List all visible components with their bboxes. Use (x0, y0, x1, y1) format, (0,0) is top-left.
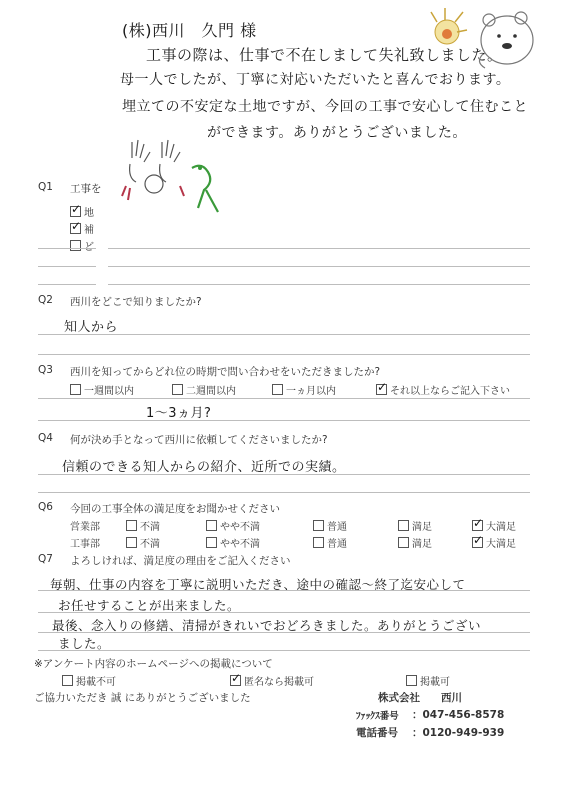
publish-option-1[interactable]: 掲載不可 (62, 673, 116, 688)
q6-row-1-opt-2[interactable]: やや不満 (206, 518, 260, 533)
q6-row-1-checkbox-4[interactable] (398, 520, 409, 531)
q6-row-1-checkbox-5[interactable] (472, 520, 483, 531)
q7-answer-line-1: 毎朝、仕事の内容を丁寧に説明いただき、途中の確認～終了迄安心して (50, 577, 466, 592)
company-name: 株式会社 西川 (378, 692, 462, 704)
q3-checkbox-4[interactable] (376, 384, 387, 395)
q6-row-1-opt-4[interactable]: 満足 (398, 518, 432, 533)
q4-line-2 (38, 492, 530, 493)
publish-checkbox-1[interactable] (62, 675, 73, 686)
q6-row-1-opt-1[interactable]: 不満 (126, 518, 160, 533)
q3-line-1 (38, 398, 530, 399)
bear-illustration (425, 4, 550, 84)
q1-text: 工事を (70, 183, 102, 195)
q6-row-2-checkbox-4[interactable] (398, 537, 409, 548)
q7-line-1 (38, 590, 530, 591)
q6-row-1-dept: 営業部 (70, 522, 100, 533)
q3-checkbox-1[interactable] (70, 384, 81, 395)
q6-row-2-checkbox-1[interactable] (126, 537, 137, 548)
q2-text: 西川をどこで知りましたか? (70, 296, 202, 308)
q7-answer-line-3: 最後、念入りの修繕、清掃がきれいでおどろきました。ありがとうござい (52, 618, 482, 633)
q4-answer: 信頼のできる知人からの紹介、近所での実績。 (62, 460, 346, 475)
q7-number: Q7 (38, 553, 53, 565)
q2-answer: 知人から (64, 320, 119, 335)
q6-row-2-dept: 工事部 (70, 539, 100, 550)
q6-row-2-checkbox-3[interactable] (313, 537, 324, 548)
q3-checkbox-2[interactable] (172, 384, 183, 395)
q6-row-1-checkbox-2[interactable] (206, 520, 217, 531)
tel-label: 電話番号 (356, 727, 398, 739)
q1-number: Q1 (38, 181, 53, 193)
q1-checkbox-1[interactable] (70, 206, 81, 217)
q6-row-2-checkbox-5[interactable] (472, 537, 483, 548)
thanks-text: ご協力いただき 誠 にありがとうございました (34, 692, 251, 704)
q7-line-2 (38, 612, 530, 613)
tel-number: ：0120-949-939 (412, 727, 505, 739)
q7-line-4 (38, 650, 530, 651)
q1-option-2[interactable]: ✓補 (70, 221, 94, 236)
message-line-3: 埋立ての不安定な土地ですが、今回の工事で安心して住むこと (122, 99, 528, 115)
q7-answer-line-4: ました。 (58, 636, 111, 651)
q7-line-3 (38, 632, 530, 633)
q2-line-1 (38, 334, 530, 335)
q4-number: Q4 (38, 432, 53, 444)
q2-number: Q2 (38, 294, 53, 306)
q7-text: よろしければ、満足度の理由をご記入ください (70, 555, 291, 567)
q2-line-2 (38, 354, 530, 355)
publish-title: ※アンケート内容のホームページへの掲載について (34, 658, 273, 670)
publish-checkbox-3[interactable] (406, 675, 417, 686)
q6-row-1-opt-5[interactable]: ✓ 大満足 (472, 518, 516, 533)
q1-option-1[interactable]: ✓地 (70, 204, 94, 219)
q4-line-1 (38, 474, 530, 475)
q6-row-1-checkbox-1[interactable] (126, 520, 137, 531)
message-line-2: 母一人でしたが、丁寧に対応いただいたと喜んでおります。 (120, 72, 511, 88)
q1-line-1 (38, 248, 96, 249)
q6-text: 今回の工事全体の満足度をお聞かせください (70, 503, 280, 515)
q6-row-1-checkbox-3[interactable] (313, 520, 324, 531)
q6-row-2-opt-2[interactable]: やや不満 (206, 535, 260, 550)
q6-row-2-opt-5[interactable]: ✓ 大満足 (472, 535, 516, 550)
q3-checkbox-3[interactable] (272, 384, 283, 395)
addressee: (株)西川 久門 様 (122, 21, 257, 40)
q6-row-2-opt-3[interactable]: 普通 (313, 535, 347, 550)
message-line-4: ができます。ありがとうございました。 (207, 125, 467, 141)
hands-illustration (118, 138, 226, 238)
fax-number: ：047-456-8578 (412, 709, 505, 721)
q3-option-3[interactable]: 一ヵ月以内 (272, 382, 336, 397)
q1-line-2b (108, 266, 530, 267)
publish-option-3[interactable]: 掲載可 (406, 673, 450, 688)
q6-row-2-checkbox-2[interactable] (206, 537, 217, 548)
publish-option-2[interactable]: ✓ 匿名なら掲載可 (230, 673, 314, 688)
q1-line-3b (108, 284, 530, 285)
q6-row-1-opt-3[interactable]: 普通 (313, 518, 347, 533)
q3-number: Q3 (38, 364, 53, 376)
q4-text: 何が決め手となって西川に依頼してくださいましたか? (70, 434, 328, 446)
q1-line-2 (38, 266, 96, 267)
q1-line-3 (38, 284, 96, 285)
q3-option-1[interactable]: 一週間以内 (70, 382, 134, 397)
q3-option-4[interactable]: ✓ それ以上ならご記入下さい (376, 382, 510, 397)
q1-option-3[interactable]: ど (70, 238, 94, 253)
q3-option-2[interactable]: 二週間以内 (172, 382, 236, 397)
publish-checkbox-2[interactable] (230, 675, 241, 686)
fax-label: ﾌｧｯｸｽ番号 (356, 711, 399, 722)
q6-number: Q6 (38, 501, 53, 513)
q6-row-2-opt-4[interactable]: 満足 (398, 535, 432, 550)
message-line-1: 工事の際は、仕事で不在しまして失礼致しました。 (146, 46, 503, 64)
q1-checkbox-2[interactable] (70, 223, 81, 234)
q3-text: 西川を知ってからどれ位の時期で問い合わせをいただきましたか? (70, 366, 381, 378)
q1-checkbox-3[interactable] (70, 240, 81, 251)
q6-row-2-opt-1[interactable]: 不満 (126, 535, 160, 550)
q7-answer-line-2: お任せすることが出来ました。 (58, 598, 241, 613)
q3-answer: 1～3ヵ月? (146, 406, 212, 421)
q3-line-2 (38, 420, 530, 421)
q1-line-1b (108, 248, 530, 249)
